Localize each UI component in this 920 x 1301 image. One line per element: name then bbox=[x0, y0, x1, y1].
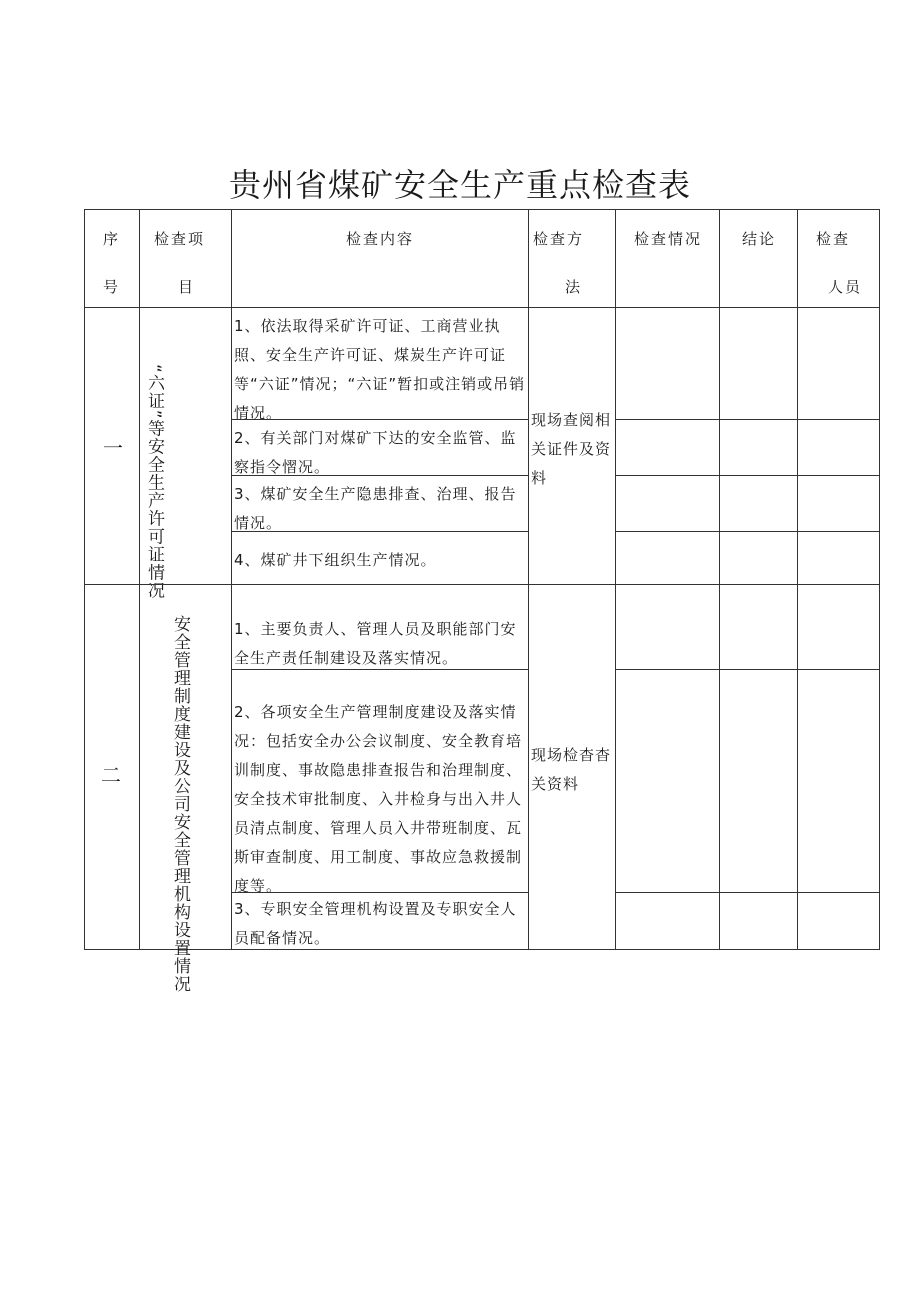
header-item-line2: 目 bbox=[178, 278, 196, 296]
section-2-item-cell bbox=[139, 584, 232, 993]
header-seq-line2: 号 bbox=[103, 278, 121, 296]
page-title: 贵州省煤矿安全生产重点检查表 bbox=[228, 166, 691, 204]
s1-r2-status bbox=[615, 419, 720, 476]
header-method bbox=[528, 209, 616, 308]
header-conclusion-label: 结论 bbox=[742, 230, 777, 248]
s1-r4-conclusion bbox=[719, 531, 798, 585]
header-method-line1: 检查方 bbox=[533, 230, 585, 248]
section-2-row-3 bbox=[231, 892, 529, 950]
header-content bbox=[231, 209, 529, 308]
section-1-row-1 bbox=[231, 307, 529, 420]
header-item-line1: 检查项 bbox=[154, 230, 206, 248]
s2-r1-status bbox=[615, 584, 720, 670]
section-1-row-1-text: 1、依法取得采矿许可证、工商营业执照、安全生产许可证、煤炭生产许可证等“六证”情况；“六证”暂扣或注销或吊销情况。 bbox=[234, 317, 526, 422]
section-1-item-text: “六证”等安全生产许可证情况 bbox=[144, 364, 164, 600]
s2-r1-conclusion bbox=[719, 584, 798, 670]
header-seq-line1: 序 bbox=[103, 230, 121, 248]
section-2-row-3-text: 3、专职安全管理机构设置及专职安全人员配备情况。 bbox=[234, 900, 517, 947]
s2-r2-status bbox=[615, 669, 720, 893]
header-inspector-line1: 检查 bbox=[816, 230, 851, 248]
section-1-item-cell bbox=[139, 307, 232, 600]
section-1-row-2-text: 2、有关部门对煤矿下达的安全监管、监察指令慴况。 bbox=[234, 429, 517, 476]
s2-r3-status bbox=[615, 892, 720, 950]
section-2-row-1 bbox=[231, 584, 529, 670]
section-1-row-2 bbox=[231, 419, 529, 476]
s2-r1-inspector bbox=[797, 584, 880, 670]
section-2-method-cell bbox=[528, 584, 616, 950]
section-1-row-3 bbox=[231, 475, 529, 532]
s1-r2-conclusion bbox=[719, 419, 798, 476]
s2-r3-inspector bbox=[797, 892, 880, 950]
section-1-method-cell bbox=[528, 307, 616, 585]
header-content-label: 检查内容 bbox=[346, 230, 415, 248]
section-1-number-cell bbox=[84, 307, 140, 585]
section-2-item-text: 安全管理制度建设及公司安全管理机构设置情况 bbox=[170, 615, 190, 993]
s2-r2-conclusion bbox=[719, 669, 798, 893]
s1-r1-conclusion bbox=[719, 307, 798, 420]
header-seq bbox=[84, 209, 140, 308]
section-1-row-4-text: 4、煤矿井下组织生产情况。 bbox=[234, 551, 437, 569]
header-inspector bbox=[797, 209, 880, 308]
s1-r3-inspector bbox=[797, 475, 880, 532]
s1-r3-status bbox=[615, 475, 720, 532]
section-2-method: 现场检杳杳关资料 bbox=[531, 746, 612, 793]
section-2-row-2 bbox=[231, 669, 529, 893]
section-1-row-4 bbox=[231, 531, 529, 585]
header-item bbox=[139, 209, 232, 308]
section-1-number: 一 bbox=[103, 436, 123, 460]
header-conclusion bbox=[719, 209, 798, 308]
header-status bbox=[615, 209, 720, 308]
s2-r3-conclusion bbox=[719, 892, 798, 950]
s1-r3-conclusion bbox=[719, 475, 798, 532]
s1-r4-status bbox=[615, 531, 720, 585]
header-inspector-line2: 人员 bbox=[828, 278, 863, 296]
s1-r1-status bbox=[615, 307, 720, 420]
section-2-row-1-text: 1、主要负责人、管理人员及职能部门安全生产责任制建设及落实情况。 bbox=[234, 620, 517, 667]
section-2-number-cell bbox=[84, 584, 140, 950]
s1-r2-inspector bbox=[797, 419, 880, 476]
s2-r2-inspector bbox=[797, 669, 880, 893]
section-2-number: 二 bbox=[101, 763, 121, 787]
header-method-line2: 法 bbox=[565, 278, 583, 296]
section-2-row-2-text: 2、各项安全生产管理制度建设及落实情况：包括安全办公会议制度、安全教育培训制度、事故隐患排查报告和治理制度、安全技术审批制度、入井检身与出入井人员清点制度、管理人员入井带班制度、瓦斯审查制度、用工制度、事故应急救援制度等。 bbox=[234, 703, 523, 895]
header-status-label: 检查情况 bbox=[634, 230, 703, 248]
section-1-method: 现场查阅相关证件及资料 bbox=[531, 411, 612, 487]
s1-r1-inspector bbox=[797, 307, 880, 420]
section-1-row-3-text: 3、煤矿安全生产隐患排查、治理、报告情况。 bbox=[234, 485, 517, 532]
s1-r4-inspector bbox=[797, 531, 880, 585]
